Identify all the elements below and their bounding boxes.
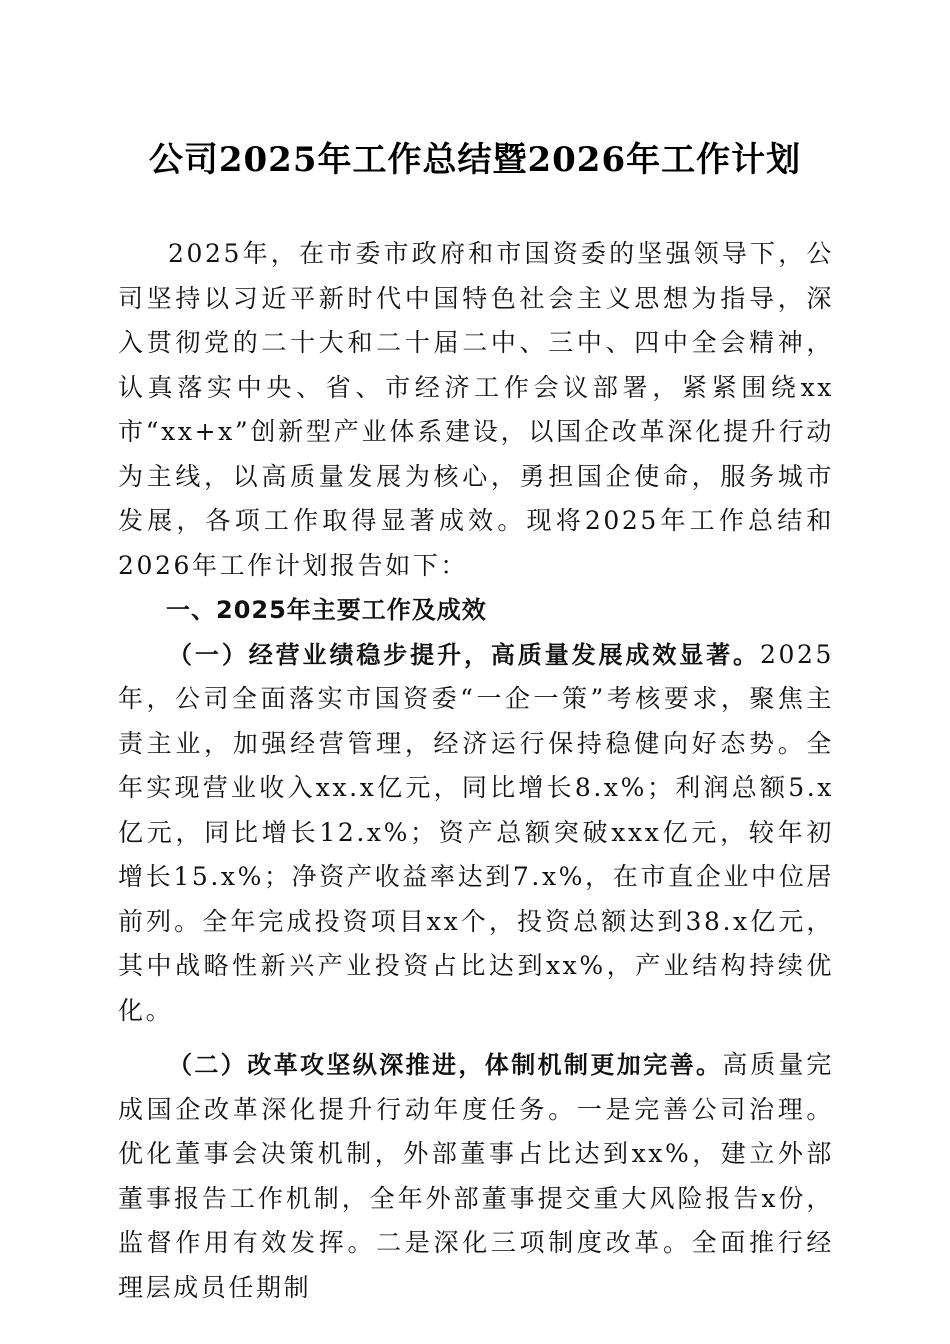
paragraph-lead-performance: （一）经营业绩稳步提升，高质量发展成效显著。 bbox=[168, 640, 760, 669]
paragraph-reform bbox=[118, 1043, 834, 1310]
paragraph-gap bbox=[118, 1033, 834, 1043]
section-heading: 一、2025年主要工作及成效 bbox=[166, 596, 487, 624]
document-title: 公司2025年工作总结暨2026年工作计划 bbox=[148, 140, 802, 180]
paragraph-performance bbox=[118, 633, 834, 1034]
paragraph-body-reform: 高质量完成国企改革深化提升行动年度任务。一是完善公司治理。优化董事会决策机制，外部董事占比达到xx%，建立外部董事报告工作机制，全年外部董事提交重大风险报告x份，监督作用有效发挥。二是深化三项制度改革。全面推行经理层成员任期制 bbox=[118, 1050, 835, 1302]
paragraph-lead-reform: （二）改革攻坚纵深推进，体制机制更加完善。 bbox=[168, 1051, 723, 1079]
paragraph-body-performance: 2025年，公司全面落实市国资委“一企一策”考核要求，聚焦主责主业，加强经营管理，经济运行保持稳健向好态势。全年实现营业收入xx.x亿元，同比增长8.x%；利润总额5.x亿元，同比增长12.x%；资产总额突破xxx亿元，较年初增长15.x%；净资产收益率达到7.x%，在市直企业中位居前列。全年完成投资项目xx个，投资总额达到38.x亿元，其中战略性新兴产业投资占比达到xx%，产业结构持续优化。 bbox=[118, 639, 834, 1025]
intro-paragraph: 2025年，在市委市政府和市国资委的坚强领导下，公司坚持以习近平新时代中国特色社会主义思想为指导，深入贯彻党的二十大和二十届二中、三中、四中全会精神，认真落实中央、省、市经济工作会议部署，紧紧围绕xx市“xx+x”创新型产业体系建设，以国企改革深化提升行动为主线，以高质量发展为核心，勇担国企使命，服务城市发展，各项工作取得显著成效。现将2025年工作总结和2026年工作计划报告如下： bbox=[118, 239, 834, 580]
document-body bbox=[118, 232, 834, 1310]
